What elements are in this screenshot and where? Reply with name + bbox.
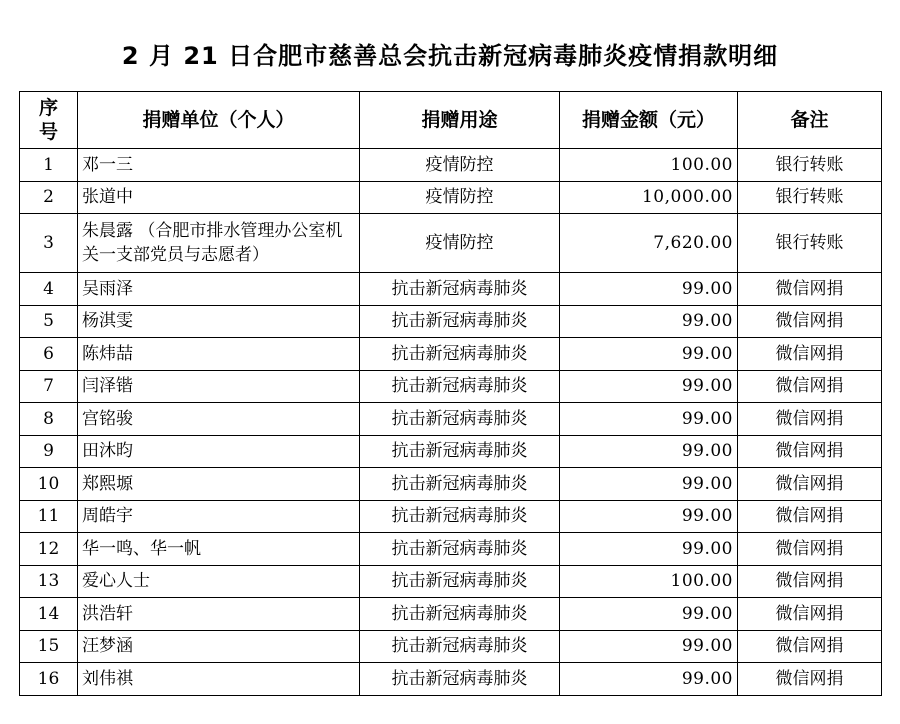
cell-donor: 宫铭骏 [78,403,360,436]
header-amount: 捐赠金额（元） [560,92,738,149]
cell-note: 微信网捐 [738,630,882,663]
cell-donor: 杨淇雯 [78,305,360,338]
cell-note: 微信网捐 [738,565,882,598]
cell-amount: 99.00 [560,305,738,338]
cell-purpose: 抗击新冠病毒肺炎 [360,598,560,631]
cell-purpose: 抗击新冠病毒肺炎 [360,370,560,403]
cell-seq: 11 [20,500,78,533]
cell-donor: 陈炜喆 [78,338,360,371]
cell-amount: 99.00 [560,468,738,501]
cell-amount: 99.00 [560,500,738,533]
cell-purpose: 抗击新冠病毒肺炎 [360,468,560,501]
header-note: 备注 [738,92,882,149]
cell-seq: 2 [20,181,78,214]
table-row [20,598,882,631]
cell-purpose: 抗击新冠病毒肺炎 [360,403,560,436]
cell-seq: 14 [20,598,78,631]
table-header [20,92,882,149]
cell-donor: 张道中 [78,181,360,214]
cell-purpose: 疫情防控 [360,181,560,214]
table-body [20,149,882,696]
header-purpose: 捐赠用途 [360,92,560,149]
table-row [20,273,882,306]
cell-donor: 朱晨露 （合肥市排水管理办公室机关一支部党员与志愿者） [78,214,360,273]
cell-donor: 刘伟祺 [78,663,360,696]
cell-amount: 99.00 [560,403,738,436]
cell-note: 银行转账 [738,214,882,273]
cell-amount: 10,000.00 [560,181,738,214]
cell-purpose: 抗击新冠病毒肺炎 [360,273,560,306]
table-row [20,630,882,663]
cell-donor: 周皓宇 [78,500,360,533]
cell-note: 微信网捐 [738,533,882,566]
cell-amount: 99.00 [560,598,738,631]
table-row [20,149,882,182]
cell-amount: 100.00 [560,565,738,598]
cell-note: 微信网捐 [738,663,882,696]
cell-purpose: 抗击新冠病毒肺炎 [360,435,560,468]
cell-note: 微信网捐 [738,403,882,436]
cell-amount: 100.00 [560,149,738,182]
cell-amount: 99.00 [560,630,738,663]
header-donor: 捐赠单位（个人） [78,92,360,149]
table-row [20,533,882,566]
header-seq-line1: 序 [38,97,58,119]
cell-purpose: 抗击新冠病毒肺炎 [360,305,560,338]
header-seq [20,92,78,149]
cell-purpose: 抗击新冠病毒肺炎 [360,500,560,533]
table-row [20,370,882,403]
cell-donor: 洪浩轩 [78,598,360,631]
table-row [20,338,882,371]
cell-seq: 4 [20,273,78,306]
cell-donor: 田沐昀 [78,435,360,468]
cell-note: 微信网捐 [738,305,882,338]
cell-seq: 10 [20,468,78,501]
cell-amount: 99.00 [560,338,738,371]
cell-amount: 99.00 [560,370,738,403]
table-row [20,435,882,468]
cell-seq: 5 [20,305,78,338]
cell-donor: 爱心人士 [78,565,360,598]
donation-table [19,91,882,696]
cell-note: 微信网捐 [738,500,882,533]
header-row [20,92,882,149]
cell-seq: 6 [20,338,78,371]
table-row [20,565,882,598]
cell-note: 微信网捐 [738,273,882,306]
cell-donor: 闫泽锴 [78,370,360,403]
cell-note: 微信网捐 [738,370,882,403]
cell-seq: 15 [20,630,78,663]
document-title: 2 月 21 日合肥市慈善总会抗击新冠病毒肺炎疫情捐款明细 [121,42,779,70]
cell-amount: 99.00 [560,273,738,306]
header-seq-line2: 号 [38,121,58,143]
cell-purpose: 抗击新冠病毒肺炎 [360,565,560,598]
cell-seq: 7 [20,370,78,403]
cell-purpose: 疫情防控 [360,149,560,182]
table-row [20,403,882,436]
cell-purpose: 抗击新冠病毒肺炎 [360,533,560,566]
cell-purpose: 抗击新冠病毒肺炎 [360,338,560,371]
cell-amount: 99.00 [560,533,738,566]
cell-purpose: 抗击新冠病毒肺炎 [360,630,560,663]
table-row [20,214,882,273]
cell-seq: 9 [20,435,78,468]
cell-seq: 13 [20,565,78,598]
cell-purpose: 疫情防控 [360,214,560,273]
cell-amount: 99.00 [560,663,738,696]
cell-seq: 3 [20,214,78,273]
table-row [20,500,882,533]
cell-note: 银行转账 [738,149,882,182]
table-row [20,468,882,501]
table-row [20,663,882,696]
cell-note: 微信网捐 [738,435,882,468]
cell-amount: 7,620.00 [560,214,738,273]
cell-seq: 8 [20,403,78,436]
cell-note: 微信网捐 [738,598,882,631]
cell-note: 银行转账 [738,181,882,214]
cell-amount: 99.00 [560,435,738,468]
cell-donor: 汪梦涵 [78,630,360,663]
cell-donor: 吴雨泽 [78,273,360,306]
cell-seq: 1 [20,149,78,182]
cell-seq: 16 [20,663,78,696]
table-row [20,181,882,214]
cell-donor: 邓一三 [78,149,360,182]
table-row [20,305,882,338]
cell-donor: 郑熙塬 [78,468,360,501]
cell-donor: 华一鸣、华一帆 [78,533,360,566]
cell-purpose: 抗击新冠病毒肺炎 [360,663,560,696]
cell-note: 微信网捐 [738,338,882,371]
cell-seq: 12 [20,533,78,566]
cell-note: 微信网捐 [738,468,882,501]
